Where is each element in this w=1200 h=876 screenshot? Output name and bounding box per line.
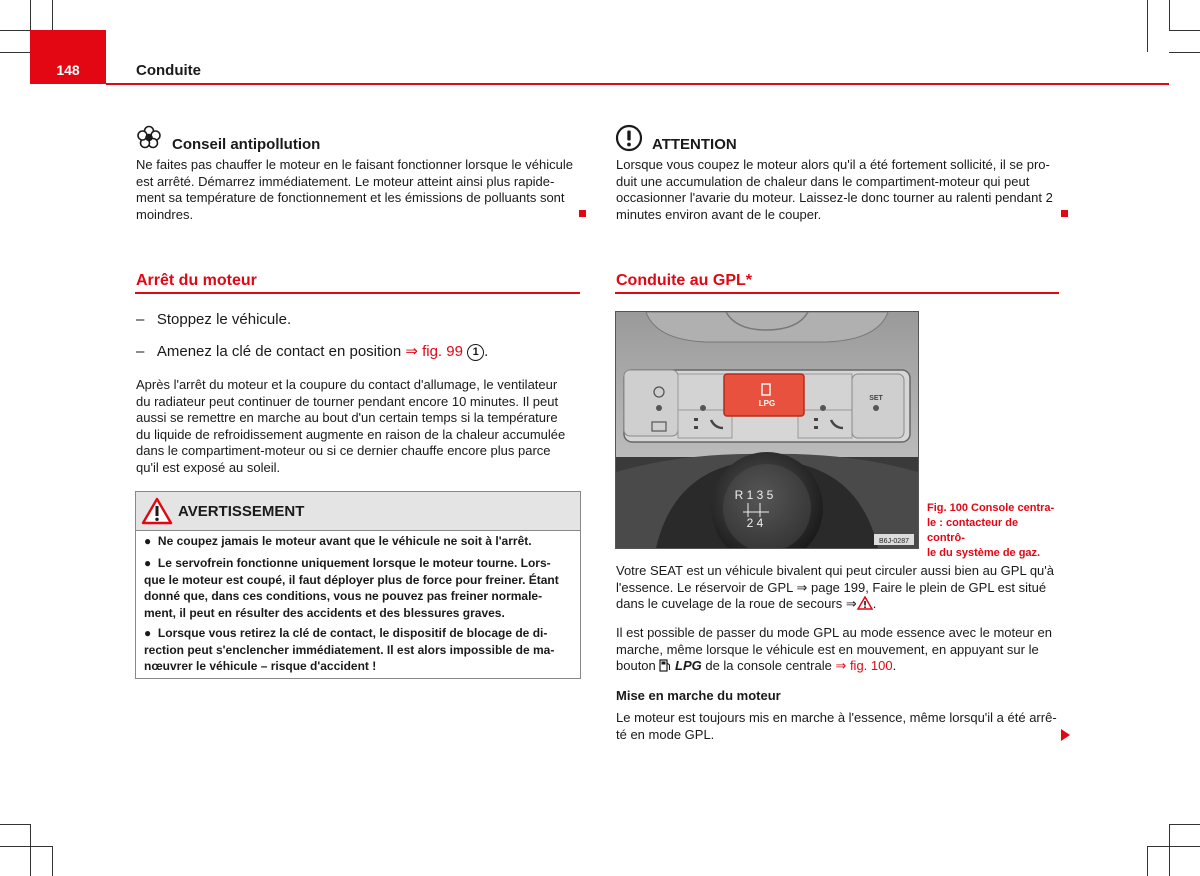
caption-line: le : contacteur de contrô- <box>927 517 1019 544</box>
text-line: que le moteur est coupé, il faut déployer plus de force pour freiner. Étant <box>144 572 559 587</box>
step-suffix: . <box>484 343 489 360</box>
section-rule <box>615 292 1059 294</box>
crop-mark <box>0 824 30 825</box>
text-line: té en mode GPL. <box>616 726 715 742</box>
text-line: Ne coupez jamais le moteur avant que le véhicule ne soit à l'arrêt. <box>157 534 532 548</box>
crop-mark <box>30 824 31 876</box>
text-fragment: de la console centrale <box>701 658 836 673</box>
warning-header <box>136 492 580 531</box>
gear-pattern-top: R 1 3 5 <box>734 488 774 502</box>
text-line: Votre SEAT est un véhicule bivalent qui peut circuler aussi bien au GPL qu'à <box>616 563 1055 578</box>
text-line: l'essence. Le réservoir de GPL ⇒ page 199, Faire le plein de GPL est situé <box>616 579 1047 595</box>
warning-item <box>144 625 568 675</box>
crop-mark <box>52 846 53 876</box>
eco-tip-text <box>136 157 586 223</box>
step-text: Amenez la clé de contact en position <box>156 343 406 360</box>
text-fragment: . <box>892 658 897 673</box>
text-line: Lorsque vous coupez le moteur alors qu'il a été fortement sollicité, il se pro- <box>616 157 1050 172</box>
crop-mark <box>30 0 31 30</box>
text-line: occasionner l'avarie du moteur. Laissez-le donc tourner au ralenti pendant 2 <box>616 190 1053 205</box>
engine-stop-text <box>136 377 586 476</box>
text-line: Le servofrein fonctionne uniquement lorsque le moteur tourne. Lors- <box>157 556 551 570</box>
console-figure <box>615 311 919 549</box>
text-line: Lorsque vous retirez la clé de contact, le dispositif de blocage de di- <box>157 626 548 640</box>
crop-mark <box>1169 0 1170 30</box>
end-of-section-mark <box>579 210 586 217</box>
fuel-pump-icon <box>659 659 671 677</box>
step-dash: – <box>136 311 145 328</box>
flower-icon <box>136 125 162 151</box>
text-line: Après l'arrêt du moteur et la coupure du contact d'allumage, le ventilateur <box>136 377 558 392</box>
text-line: dans le compartiment-moteur ou si ce dernier chauffe encore plus parce <box>136 443 551 458</box>
figure-code: B6J-0287 <box>879 538 909 545</box>
text-line: duit une accumulation de chaleur dans le compartiment-moteur qui peut <box>616 173 1030 189</box>
bullet: ● <box>144 626 152 640</box>
lpg-paragraph-1 <box>616 563 1066 615</box>
section-rule <box>135 292 580 294</box>
lpg-paragraph-3 <box>616 710 1066 743</box>
text-line: nœuvrer le véhicule – risque d'accident ! <box>144 659 377 673</box>
page-number: 148 <box>56 62 80 78</box>
bullet: ● <box>144 534 152 548</box>
crop-mark <box>1147 846 1148 876</box>
attention-title: ATTENTION <box>652 136 737 153</box>
step-text: Stoppez le véhicule. <box>156 311 292 328</box>
crop-mark <box>1147 0 1148 52</box>
chapter-title: Conduite <box>136 62 201 79</box>
crop-mark <box>1169 824 1170 876</box>
exclamation-circle-icon <box>615 124 643 152</box>
section-title-lpg: Conduite au GPL* <box>616 272 752 289</box>
lpg-button-text: LPG <box>675 658 702 673</box>
warning-title: AVERTISSEMENT <box>178 503 305 520</box>
step-dash: – <box>136 343 145 360</box>
crop-mark <box>1169 824 1200 825</box>
header-rule <box>106 83 1169 85</box>
figure-reference-link[interactable]: ⇒ fig. 99 <box>405 343 463 360</box>
caption-line: le du système de gaz. <box>927 547 1041 559</box>
section-title-engine-stop: Arrêt du moteur <box>136 272 257 289</box>
gear-pattern-bottom: 2 4 <box>746 516 764 530</box>
step-item <box>136 311 291 328</box>
text-line: ment sa température de fonctionnement et les émissions de polluants sont <box>136 190 565 205</box>
caption-line: Fig. 100 Console centra- <box>927 502 1055 514</box>
text-line <box>616 658 1066 677</box>
figure-reference-link[interactable]: ⇒ fig. 100 <box>835 658 893 673</box>
console-illustration <box>616 312 918 548</box>
text-fragment: . <box>872 596 877 611</box>
text-line: est arrêté. Démarrez immédiatement. Le moteur atteint ainsi plus rapide- <box>136 173 555 189</box>
text-line: rection peut s'enclencher immédiatement. Il est alors impossible de ma- <box>144 642 555 657</box>
text-line: Il est possible de passer du mode GPL au mode essence avec le moteur en <box>616 625 1052 640</box>
text-line <box>616 596 1066 615</box>
bullet: ● <box>144 556 152 570</box>
crop-mark <box>0 30 30 31</box>
text-line: minutes environ avant de le couper. <box>616 206 822 222</box>
set-button-label: SET <box>869 395 883 402</box>
continue-arrow-icon <box>1061 729 1070 741</box>
crop-mark <box>1147 846 1200 847</box>
text-line: qu'il est exposé au soleil. <box>136 459 281 475</box>
figure-caption <box>927 501 1059 561</box>
crop-mark <box>52 0 53 30</box>
text-line: du liquide de refroidissement augmente en raison de la chaleur accumulée <box>136 426 566 442</box>
warning-box <box>135 491 581 679</box>
text-line: marche, même lorsque le véhicule est en mouvement, en appuyant sur le <box>616 641 1039 657</box>
text-line: donné que, dans ces conditions, vous ne pouvez pas freiner normale- <box>144 589 543 603</box>
eco-tip-title: Conseil antipollution <box>172 136 321 153</box>
warning-item <box>144 533 568 550</box>
warning-triangle-icon <box>141 497 173 525</box>
text-fragment: dans le cuvelage de la roue de secours ⇒ <box>616 596 857 611</box>
subheading: Mise en marche du moteur <box>616 688 781 703</box>
callout-number: 1 <box>467 344 484 361</box>
text-line: moindres. <box>136 206 194 222</box>
lpg-button-label: LPG <box>758 399 776 408</box>
text-line: Ne faites pas chauffer le moteur en le faisant fonctionner lorsque le véhicule <box>136 157 573 172</box>
warning-item <box>144 555 568 621</box>
step-item <box>136 342 488 361</box>
text-fragment: bouton <box>616 658 660 673</box>
lpg-paragraph-2 <box>616 625 1066 677</box>
text-line: Le moteur est toujours mis en marche à l'essence, même lorsqu'il a été arrê- <box>616 710 1057 725</box>
text-line: ment, il peut en résulter des accidents et des blessures graves. <box>144 605 505 620</box>
crop-mark <box>0 846 52 847</box>
text-line: du radiateur peut continuer de tourner pendant encore 10 minutes. Il peut <box>136 393 559 409</box>
attention-text <box>616 157 1066 223</box>
crop-mark <box>1169 30 1200 31</box>
end-of-section-mark <box>1061 210 1068 217</box>
text-line: aussi se remettre en marche au bout d'un certain temps si la température <box>136 410 558 425</box>
warning-triangle-icon[interactable] <box>857 596 873 615</box>
crop-mark <box>1169 52 1200 53</box>
